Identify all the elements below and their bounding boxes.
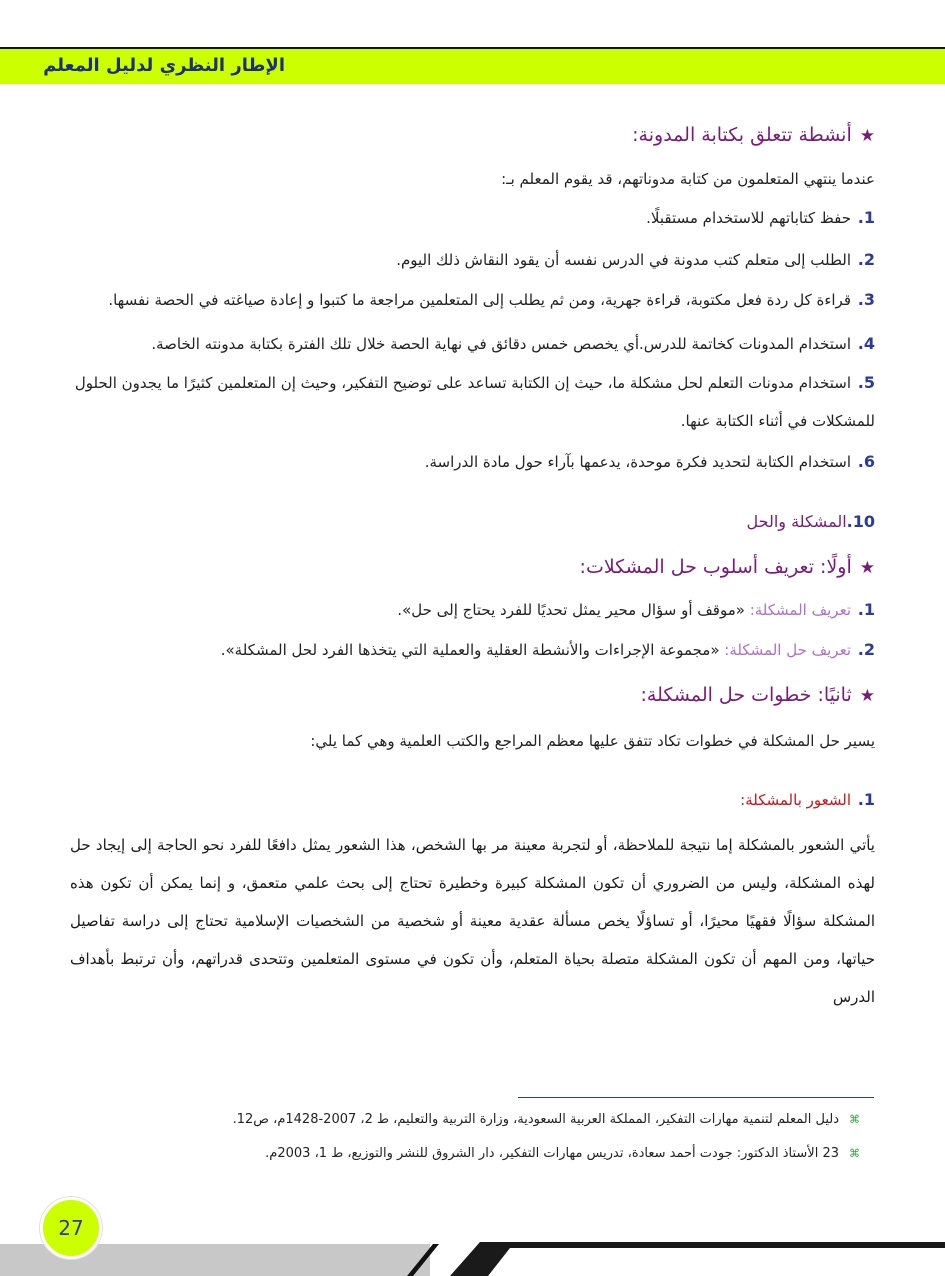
footnote: ⌘23 الأستاذ الدكتور: جودت أحمد سعادة، تدريس مهارات التفكير، دار الشروق للنشر والتوزيع، ط 1، 2003م.: [265, 1146, 860, 1161]
footer-slash-decoration: [405, 1244, 445, 1276]
star-icon: ★: [859, 686, 875, 706]
page-number-badge: 27: [40, 1197, 102, 1259]
list-item: 6.استخدام الكتابة لتحديد فكرة موحدة، يدعمها بآراء حول مادة الدراسة.: [424, 452, 875, 471]
footnote-marker-icon: ⌘: [849, 1147, 860, 1160]
star-icon: ★: [859, 126, 875, 146]
problem-definition-heading: ★أولًا: تعريف أسلوب حل المشكلات:: [579, 556, 875, 578]
list-item: 2.الطلب إلى متعلم كتب مدونة في الدرس نفسه أن يقود النقاش ذلك اليوم.: [396, 250, 875, 269]
footnote: ⌘دليل المعلم لتنمية مهارات التفكير، المملكة العربية السعودية، وزارة التربية والتعليم، ط 2، 2007-1428م، ص12.: [232, 1112, 860, 1127]
list-item: 4.استخدام المدونات كخاتمة للدرس.أي يخصص خمس دقائق في نهاية الحصة خلال تلك الفترة بكتابة مدونته الخاصة.: [151, 334, 875, 353]
section-10-title: 10.المشكلة والحل: [746, 512, 875, 531]
step-1-title: 1.الشعور بالمشكلة:: [740, 790, 875, 809]
list-item: 1.حفظ كتاباتهم للاستخدام مستقبلًا.: [646, 208, 875, 227]
blog-activities-heading: ★أنشطة تتعلق بكتابة المدونة:: [632, 124, 875, 146]
page-header-title: الإطار النظري لدليل المعلم: [43, 55, 285, 76]
list-item: 1.تعريف المشكلة: «موقف أو سؤال محير يمثل تحديًا للفرد يحتاج إلى حل».: [397, 600, 875, 619]
blog-activities-intro: عندما ينتهي المتعلمون من كتابة مدوناتهم، قد يقوم المعلم بـ:: [501, 170, 875, 188]
list-item: 3.قراءة كل ردة فعل مكتوبة، قراءة جهرية، ومن ثم يطلب إلى المتعلمين مراجعة ما كتبوا و إعادة صياغته في الحصة نفسها.: [108, 290, 875, 309]
problem-steps-intro: يسير حل المشكلة في خطوات تكاد تتفق عليها معظم المراجع والكتب العلمية وهي كما يلي:: [310, 732, 875, 750]
footnote-divider: [518, 1097, 874, 1098]
list-item: 2.تعريف حل المشكلة: «مجموعة الإجراءات والأنشطة العقلية والعملية التي يتخذها الفرد لحل المشكلة».: [220, 640, 875, 659]
list-item: 5.استخدام مدونات التعلم لحل مشكلة ما، حيث إن الكتابة تساعد على توضيح التفكير، وحيث إن المتعلمين كثيرًا ما يجدون الحلول للمشكلات في أثناء الكتابة عنها.: [74, 373, 875, 430]
star-icon: ★: [859, 558, 875, 578]
footnote-marker-icon: ⌘: [849, 1113, 860, 1126]
step-1-paragraph: يأتي الشعور بالمشكلة إما نتيجة للملاحظة، أو لتجربة معينة مر بها الشخص، هذا الشعور يمثل دافعًا للفرد نحو الحاجة إلى إيجاد حل لهذه المشكلة، وليس من الضروري أن تكون المشكلة كبيرة وخطيرة تحتاج إلى بحث علمي متعمق، و إنما يمكن أن تكون هذه المشكلة سؤالًا فقهيًا محيرًا، أو تساؤلًا يخص مسألة عقدية معينة أو شخصية من الشخصيات الإسلامية تحتاج إلى دراسة تفاصيل حياتها، ومن المهم أن تكون المشكلة متصلة بحياة المتعلم، وأن تكون في مستوى المتعلمين وتتحدى قدراتهم، وأن ترتبط بأهداف الدرس: [70, 836, 875, 1006]
footer-dark-band: [450, 1242, 945, 1276]
problem-steps-heading: ★ثانيًا: خطوات حل المشكلة:: [640, 684, 875, 706]
